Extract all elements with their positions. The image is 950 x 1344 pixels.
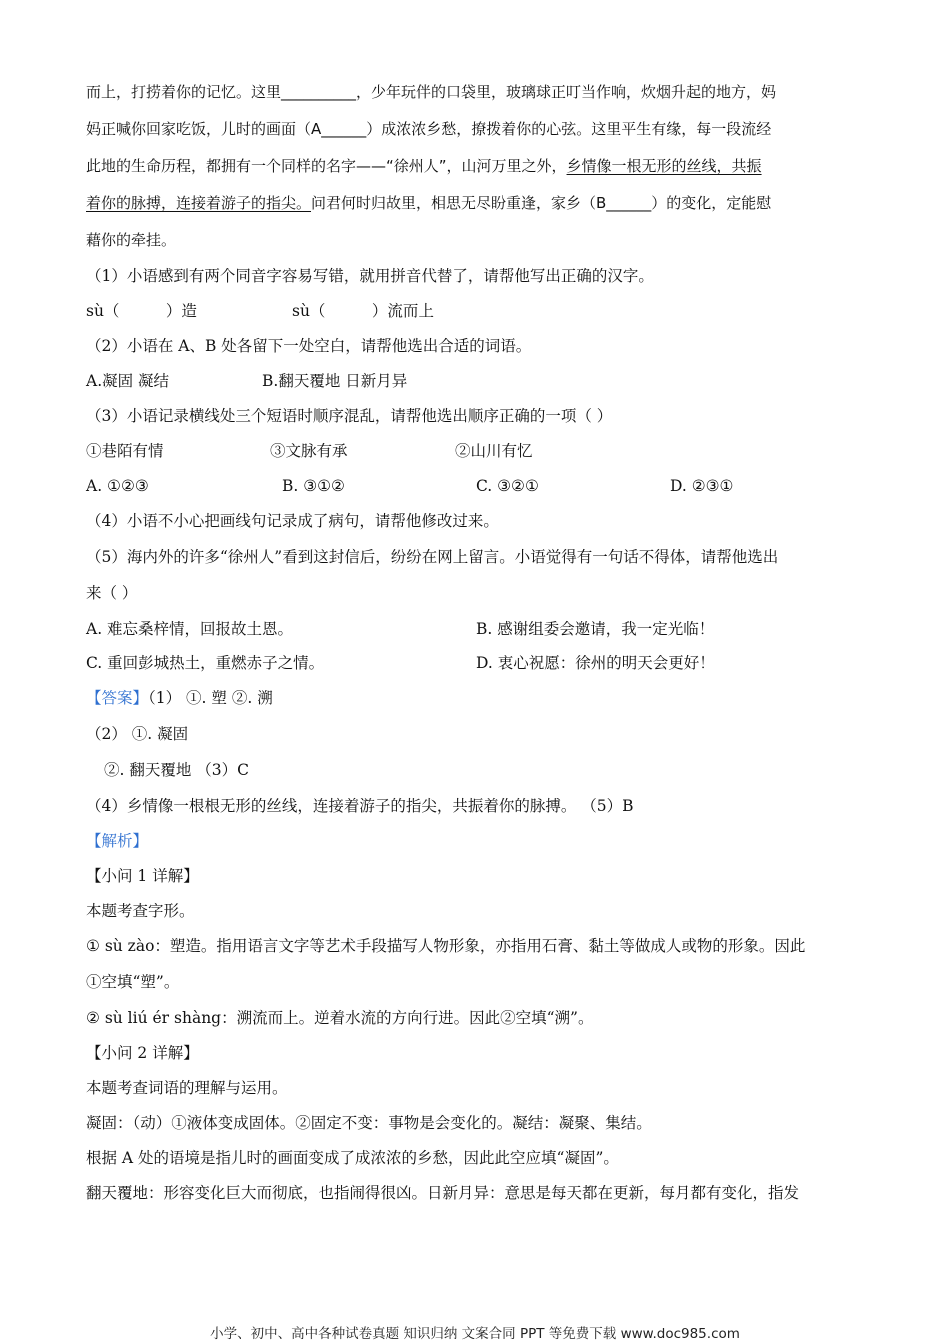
q4-text: （4）小语不小心把画线句记录成了病句，请帮他修改过来。	[86, 512, 499, 530]
subquestion-2-heading: 【小问 2 详解】	[86, 1044, 199, 1062]
q3-phrase-1: ①巷陌有情	[86, 442, 164, 460]
q5-option-b: B. 感谢组委会邀请，我一定光临！	[476, 620, 715, 638]
subquestion-1-detail-c: ② sù liú ér shàng：溯流而上。逆着水流的方向行进。因此②空填“溯”。	[86, 1009, 594, 1027]
answer-tag: 【答案】	[86, 689, 149, 707]
subquestion-2-detail-c: 翻天覆地：形容变化巨大而彻底，也指闹得很凶。日新月异：意思是每天都在更新，每月都有变化，指发	[86, 1184, 800, 1202]
q1-blank-a: sù（ ）造	[86, 302, 197, 320]
q2-option-b: B.翻天覆地 日新月异	[262, 372, 408, 390]
answer-line-2: （2） ①. 凝固	[86, 725, 189, 743]
q5-text-1: （5）海内外的许多“徐州人”看到这封信后，纷纷在网上留言。小语觉得有一句话不得体，请帮他选出	[86, 548, 779, 566]
passage-line-2: 妈正喊你回家吃饭，儿时的画面（A______）成浓浓乡愁，撩拨着你的心弦。这里平生有缘，每一段流经	[86, 120, 772, 138]
analysis-tag: 【解析】	[86, 832, 149, 850]
subquestion-1-detail-a: ① sù zào：塑造。指用语言文字等艺术手段描写人物形象，亦指用石膏、黏土等做成人或物的形象。因此	[86, 937, 806, 955]
passage-line-4	[86, 192, 771, 214]
q5-text-2: 来（ ）	[86, 584, 138, 602]
subquestion-2-topic: 本题考查词语的理解与运用。	[86, 1079, 288, 1097]
q2-text: （2）小语在 A、B 处各留下一处空白，请帮他选出合适的词语。	[86, 337, 532, 355]
q1-blank-b: sù（ ）流而上	[292, 302, 434, 320]
subquestion-2-detail-a: 凝固：（动）①液体变成固体。②固定不变：事物是会变化的。凝结：凝聚、集结。	[86, 1114, 652, 1132]
answer-text: （1） ①. 塑 ②. 溯	[148, 689, 273, 707]
q3-option-d: D. ②③①	[670, 477, 734, 495]
q3-phrase-3: ③文脉有承	[270, 442, 348, 460]
answer-line-4: （4）乡情像一根根无形的丝线，连接着游子的指尖，共振着你的脉搏。 （5）B	[86, 797, 634, 815]
q3-text: （3）小语记录横线处三个短语时顺序混乱，请帮他选出顺序正确的一项（ ）	[86, 407, 613, 425]
q2-option-a: A.凝固 凝结	[86, 372, 170, 390]
underlined-sentence: 乡情像一根无形的丝线，共振	[566, 157, 762, 175]
subquestion-2-detail-b: 根据 A 处的语境是指儿时的画面变成了成浓浓的乡愁，因此此空应填“凝固”。	[86, 1149, 619, 1167]
passage-text: 此地的生命历程，都拥有一个同样的名字——“徐州人”，山河万里之外，	[86, 157, 567, 175]
q5-option-d: D. 衷心祝愿：徐州的明天会更好！	[476, 654, 715, 672]
answer-line-3: ②. 翻天覆地 （3）C	[104, 761, 250, 779]
q3-phrase-2: ②山川有忆	[455, 442, 533, 460]
subquestion-1-topic: 本题考查字形。	[86, 902, 195, 920]
subquestion-1-detail-b: ①空填“塑”。	[86, 973, 180, 991]
q5-option-a: A. 难忘桑梓情，回报故土恩。	[86, 620, 294, 638]
q3-option-c: C. ③②①	[476, 477, 539, 495]
subquestion-1-heading: 【小问 1 详解】	[86, 867, 199, 885]
q3-option-b: B. ③①②	[282, 477, 345, 495]
passage-line-3	[86, 155, 762, 177]
passage-line-1: 而上，打捞着你的记忆。这里__________，少年玩伴的口袋里，玻璃球正叮当作响，炊烟升起的地方，妈	[86, 83, 777, 101]
q3-option-a: A. ①②③	[86, 477, 149, 495]
passage-text: 问君何时归故里，相思无尽盼重逢，家乡（B______）的变化，定能慰	[311, 194, 772, 212]
passage-line-5: 藉你的牵挂。	[86, 231, 177, 249]
underlined-sentence-end: 着你的脉搏，连接着游子的指尖。	[86, 194, 312, 212]
page-footer: 小学、初中、高中各种试卷真题 知识归纳 文案合同 PPT 等免费下载 www.doc985.com	[210, 1326, 740, 1342]
q5-option-c: C. 重回彭城热土，重燃赤子之情。	[86, 654, 325, 672]
q1-text: （1）小语感到有两个同音字容易写错，就用拼音代替了，请帮他写出正确的汉字。	[86, 267, 654, 285]
answer-line-1	[86, 687, 273, 709]
